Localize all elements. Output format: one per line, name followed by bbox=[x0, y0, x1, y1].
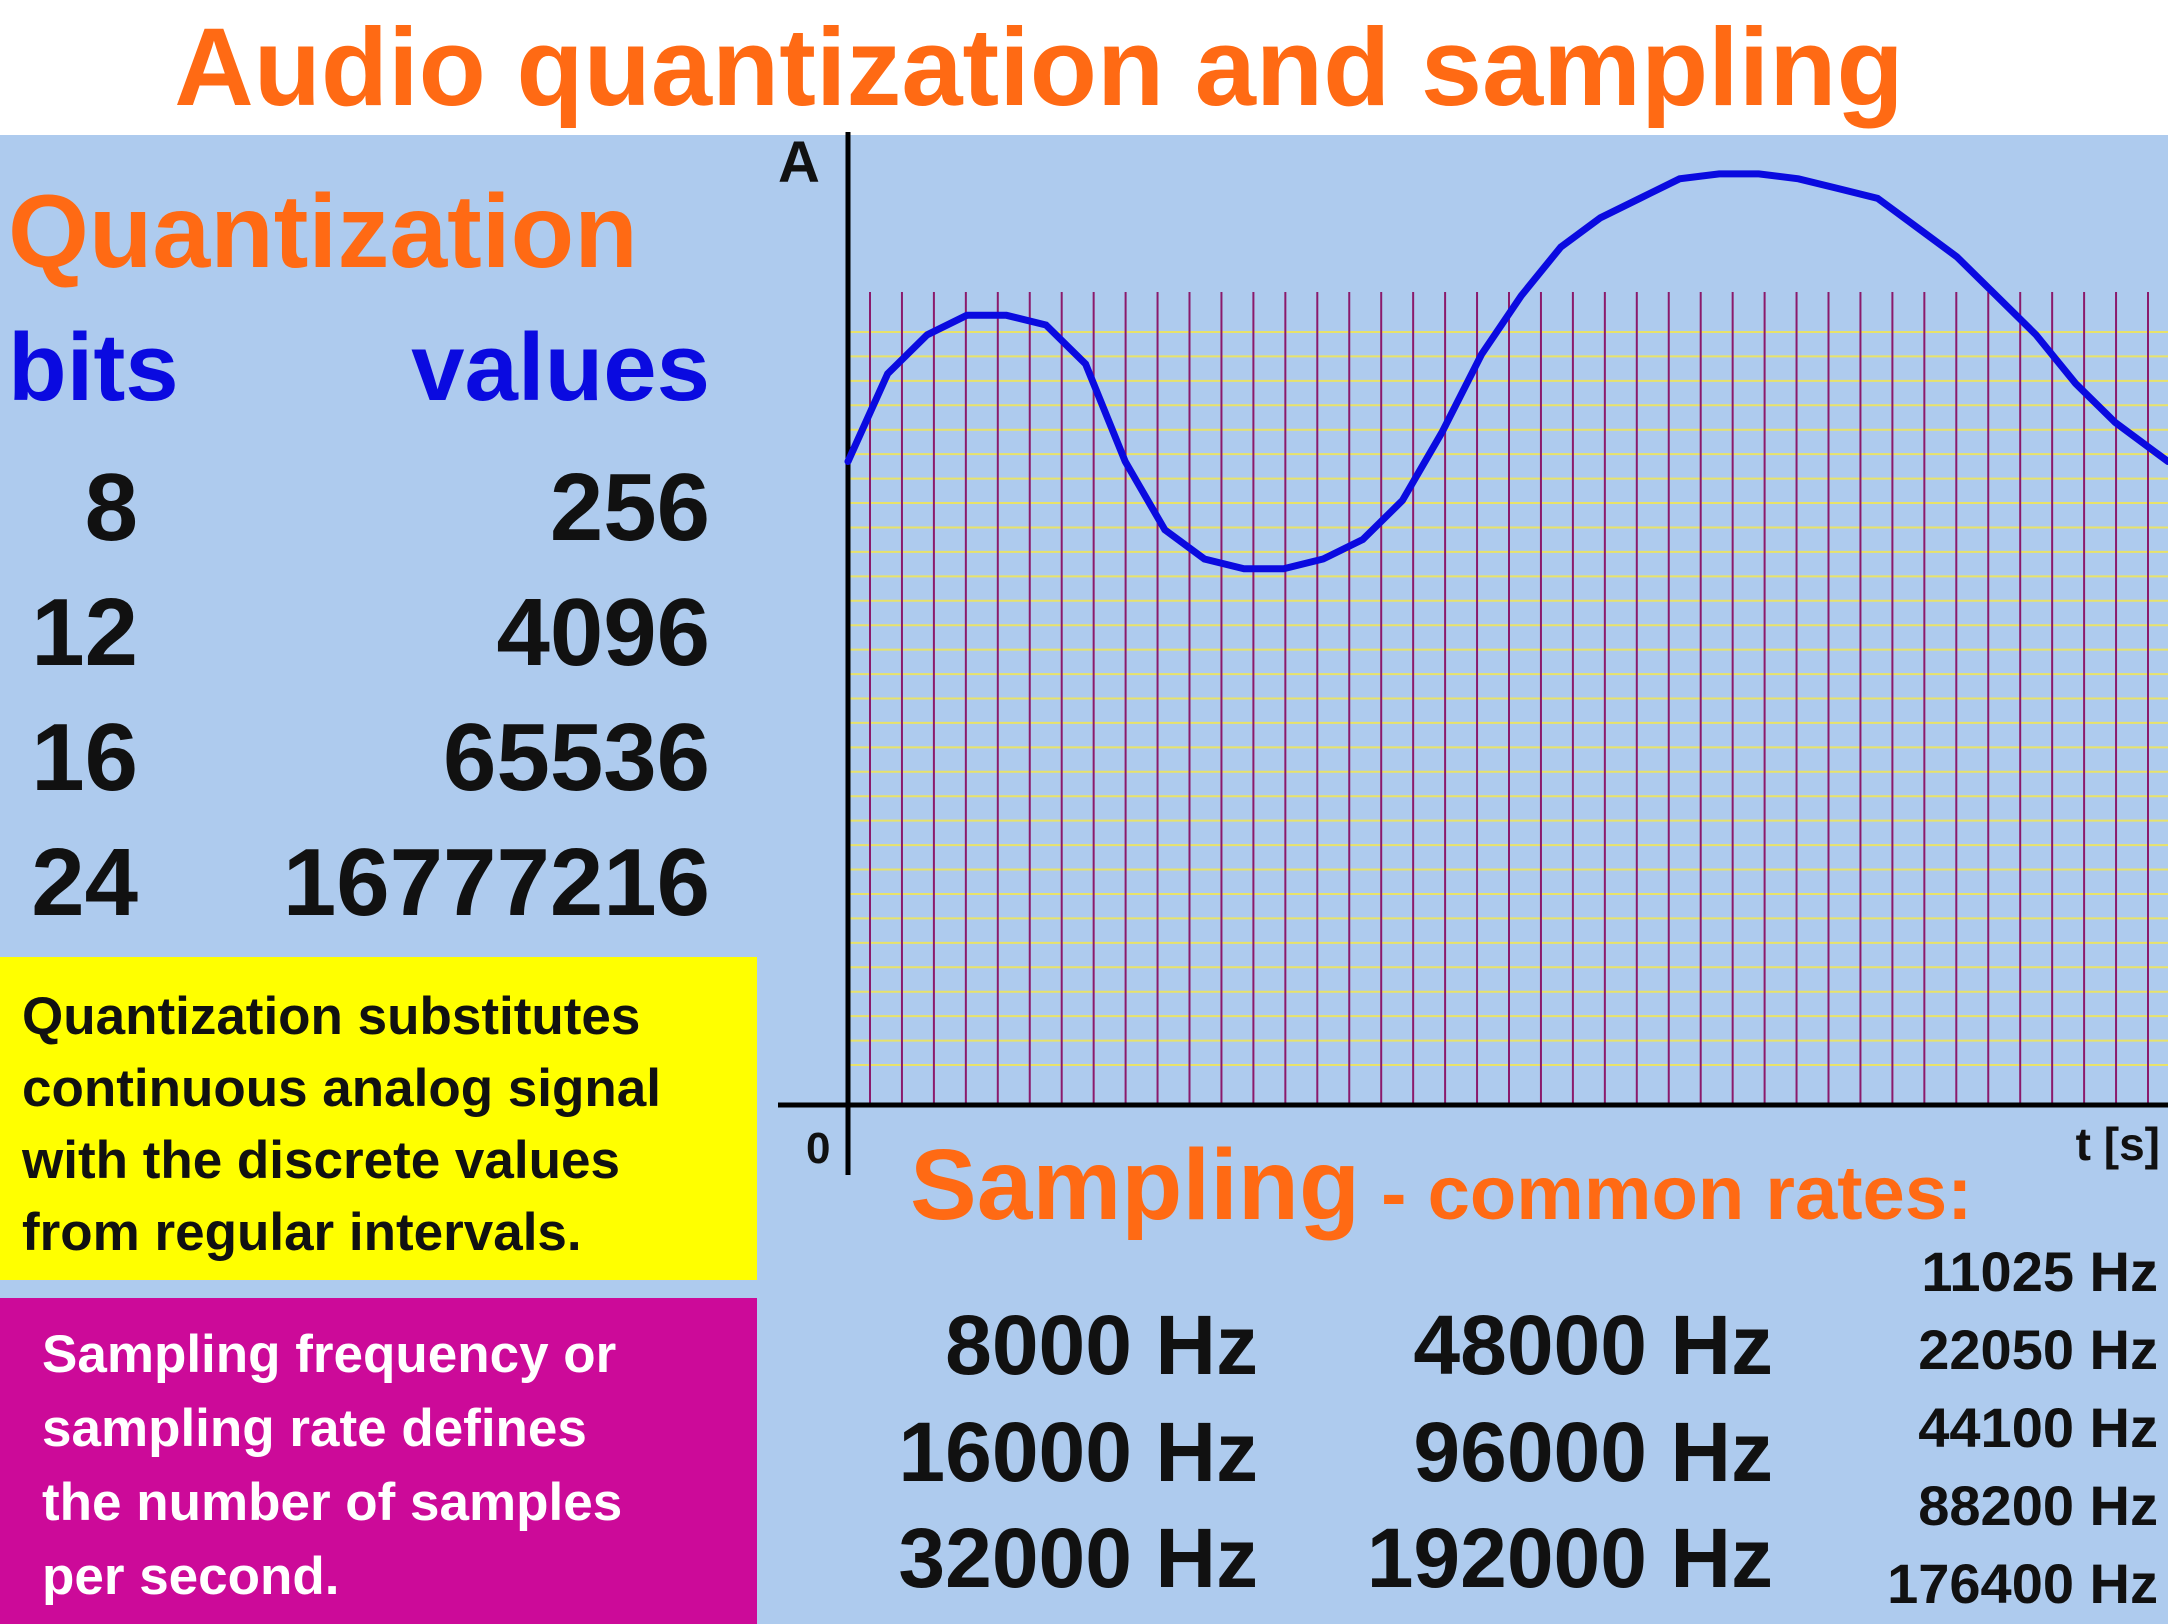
sampling-heading bbox=[910, 1129, 1973, 1241]
rate-value: 96000 Hz bbox=[1413, 1405, 1773, 1499]
origin-label: 0 bbox=[806, 1124, 831, 1173]
rate-value-small: 44100 Hz bbox=[1918, 1396, 2158, 1459]
x-axis-label: t [s] bbox=[2075, 1118, 2160, 1170]
quant-bits: 16 bbox=[31, 704, 138, 811]
quant-values: 4096 bbox=[496, 579, 710, 686]
sample-lines bbox=[870, 292, 2148, 1105]
quant-row bbox=[0, 704, 720, 830]
quant-values: 256 bbox=[549, 454, 710, 561]
sampling-note-line: Sampling frequency or bbox=[42, 1325, 617, 1384]
bits-column-header: bits bbox=[8, 314, 179, 421]
values-column-header: values bbox=[411, 314, 710, 421]
rate-value: 16000 Hz bbox=[898, 1405, 1258, 1499]
sampling-heading-main: Sampling bbox=[910, 1129, 1361, 1241]
rate-value: 192000 Hz bbox=[1366, 1511, 1773, 1605]
quantization-heading: Quantization bbox=[8, 174, 638, 290]
quantization-note-line: from regular intervals. bbox=[22, 1203, 582, 1262]
quant-values: 16777216 bbox=[282, 829, 710, 936]
rate-value: 32000 Hz bbox=[898, 1511, 1258, 1605]
sampling-note-line: the number of samples bbox=[42, 1473, 623, 1532]
rate-value-small: 22050 Hz bbox=[1918, 1318, 2158, 1381]
sampling-note bbox=[0, 1298, 757, 1624]
rate-value: 48000 Hz bbox=[1413, 1298, 1773, 1392]
quantization-note-line: with the discrete values bbox=[22, 1131, 620, 1190]
quantization-note-line: Quantization substitutes bbox=[22, 987, 641, 1046]
quant-bits: 8 bbox=[84, 454, 138, 561]
sampling-note-line: sampling rate defines bbox=[42, 1399, 587, 1458]
quant-row bbox=[0, 454, 720, 580]
signal-chart bbox=[770, 130, 2168, 1180]
quant-bits: 24 bbox=[31, 829, 138, 936]
quantization-note-line: continuous analog signal bbox=[22, 1059, 661, 1118]
rate-value: 8000 Hz bbox=[945, 1298, 1258, 1392]
rate-value-small: 176400 Hz bbox=[1887, 1552, 2158, 1615]
sampling-note-line: per second. bbox=[42, 1547, 340, 1606]
sampling-heading-sub: - common rates: bbox=[1360, 1151, 1973, 1236]
quant-row bbox=[0, 829, 720, 955]
rate-value-small: 11025 Hz bbox=[1921, 1240, 2158, 1303]
page-title: Audio quantization and sampling bbox=[174, 6, 1904, 129]
quant-row bbox=[0, 579, 720, 705]
quantization-note bbox=[0, 957, 757, 1280]
quant-bits: 12 bbox=[31, 579, 138, 686]
y-axis-label: A bbox=[778, 130, 820, 195]
rate-value-small: 88200 Hz bbox=[1918, 1474, 2158, 1537]
quant-values: 65536 bbox=[443, 704, 710, 811]
